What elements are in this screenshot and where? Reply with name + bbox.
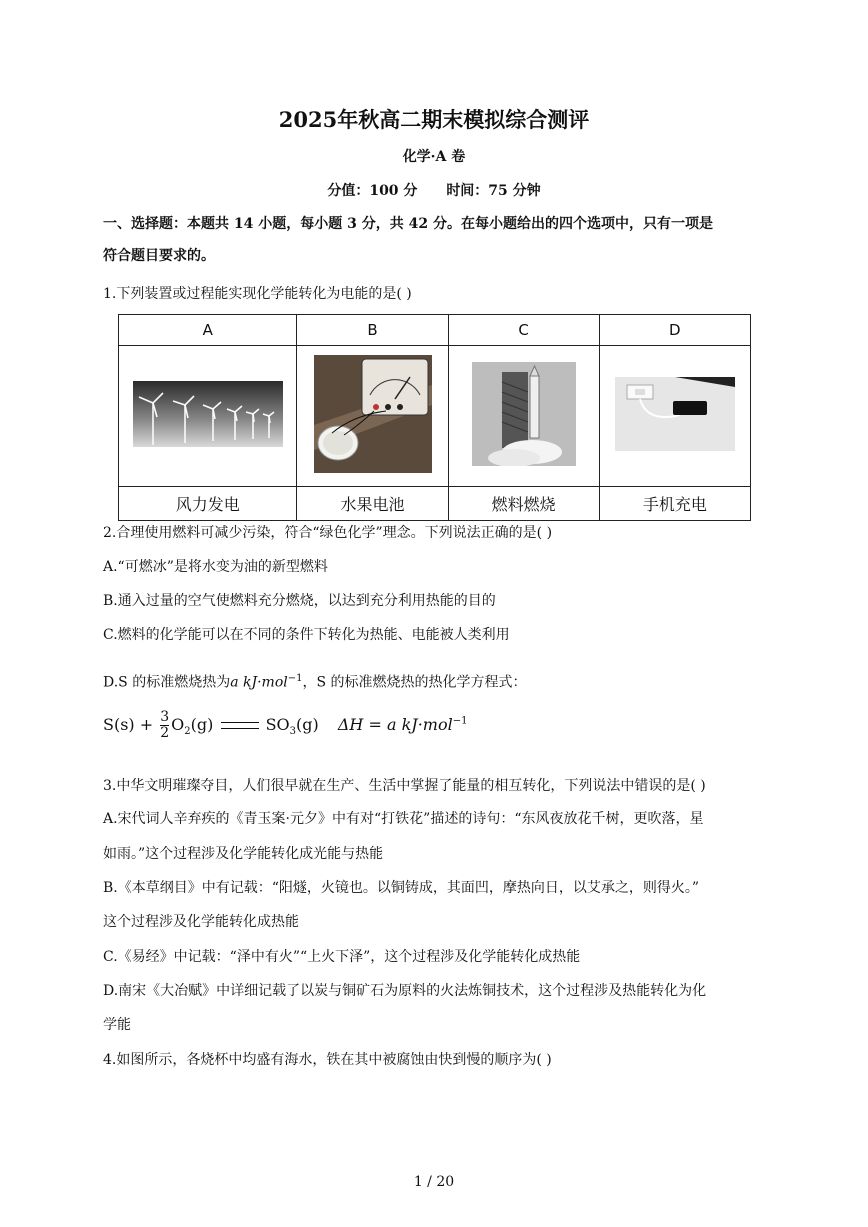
- product-state: (g): [296, 715, 319, 734]
- question-2-option-a: A.“可燃冰”是将水变为油的新型燃料: [103, 559, 328, 575]
- option-a-caption: 风力发电: [119, 487, 297, 521]
- oxygen-state: (g): [190, 715, 214, 734]
- option-a-image-cell: [119, 346, 297, 487]
- option-d-suffix: ，S 的标准燃烧热的热化学方程式：: [302, 674, 527, 691]
- exam-title: 2025年秋高二期末模拟综合测评: [278, 107, 590, 132]
- score-time-line: [0, 180, 868, 200]
- exam-subtitle: 化学·A 卷: [402, 149, 466, 165]
- option-c-letter: C: [448, 315, 599, 346]
- fraction-numerator: 3: [160, 709, 170, 725]
- option-d-unit: a kJ·mol: [230, 674, 288, 691]
- question-1-stem: 1.下列装置或过程能实现化学能转化为电能的是( ): [103, 286, 412, 302]
- question-2-option-c: C.燃料的化学能可以在不同的条件下转化为热能、电能被人类利用: [103, 627, 510, 643]
- formula-lhs: S(s) +: [103, 715, 154, 734]
- question-2-option-b: B.通入过量的空气使燃料充分燃烧，以达到充分利用热能的目的: [103, 593, 496, 609]
- question-2-stem: 2.合理使用燃料可减少污染，符合“绿色化学”理念。下列说法正确的是( ): [103, 525, 553, 541]
- option-c-caption: 燃料燃烧: [448, 487, 599, 521]
- question-3-option-d-line2: 学能: [103, 1017, 131, 1033]
- rocket-launch-photo: [472, 362, 576, 466]
- option-b-image-cell: [297, 346, 448, 487]
- oxygen-subscript: 2: [184, 726, 191, 738]
- question-3-stem: 3.中华文明璀璨夺目，人们很早就在生产、生活中掌握了能量的相互转化，下列说法中错误的是( ): [103, 778, 706, 794]
- question-3-option-a-line2: 如雨。”这个过程涉及化学能转化成光能与热能: [103, 846, 384, 862]
- enthalpy-change: ΔH = a kJ·mol: [337, 715, 453, 734]
- section-heading-line1: 一、选择题：本题共 14 小题，每小题 3 分，共 42 分。在每小题给出的四个选项中，只有一项是: [103, 216, 713, 232]
- option-d-caption: 手机充电: [599, 487, 750, 521]
- option-b-letter: B: [297, 315, 448, 346]
- fruit-battery-photo: [314, 355, 432, 473]
- option-d-image-cell: [599, 346, 750, 487]
- question-1-options-table: [118, 314, 751, 521]
- oxygen-symbol: O: [171, 715, 185, 734]
- thermochemical-equation: [103, 710, 467, 741]
- reaction-arrow: [221, 722, 259, 729]
- option-d-letter: D: [599, 315, 750, 346]
- question-2-option-d: [103, 668, 768, 694]
- option-d-prefix: D.S 的标准燃烧热为: [103, 674, 231, 691]
- page-number: 1 / 20: [413, 1174, 455, 1190]
- question-3-option-a-line1: A.宋代词人辛弃疾的《青玉案·元夕》中有对“打铁花”描述的诗句：“东风夜放花千树，更吹落，星: [103, 811, 704, 827]
- time-value: 时间：75 分钟: [446, 183, 541, 199]
- question-3-option-c: C.《易经》中记载：“泽中有火”“上火下泽”，这个过程涉及化学能转化成热能: [103, 949, 581, 965]
- fraction: [160, 710, 169, 741]
- product-subscript: 3: [289, 726, 297, 738]
- question-3-option-b-line2: 这个过程涉及化学能转化成热能: [103, 914, 299, 930]
- fraction-denominator: 2: [160, 725, 170, 741]
- score-value: 分值：100 分: [327, 183, 418, 199]
- unit-exponent: −1: [287, 673, 303, 684]
- phone-charging-photo: [615, 377, 735, 451]
- wind-turbines-photo: [133, 381, 283, 447]
- enthalpy-exponent: −1: [452, 715, 468, 727]
- question-3-option-d-line1: D.南宋《大冶赋》中详细记载了以炭与铜矿石为原料的火法炼铜技术，这个过程涉及热能转化为化: [103, 983, 707, 999]
- option-a-letter: A: [119, 315, 297, 346]
- product-symbol: SO: [265, 715, 290, 734]
- option-c-image-cell: [448, 346, 599, 487]
- question-3-option-b-line1: B.《本草纲目》中有记载：“阳燧，火镜也。以铜铸成，其面凹，摩热向日，以艾承之，则得火。”: [103, 880, 700, 896]
- section-heading-line2: 符合题目要求的。: [103, 248, 215, 264]
- option-b-caption: 水果电池: [297, 487, 448, 521]
- question-4-stem: 4.如图所示，各烧杯中均盛有海水，铁在其中被腐蚀由快到慢的顺序为( ): [103, 1052, 552, 1068]
